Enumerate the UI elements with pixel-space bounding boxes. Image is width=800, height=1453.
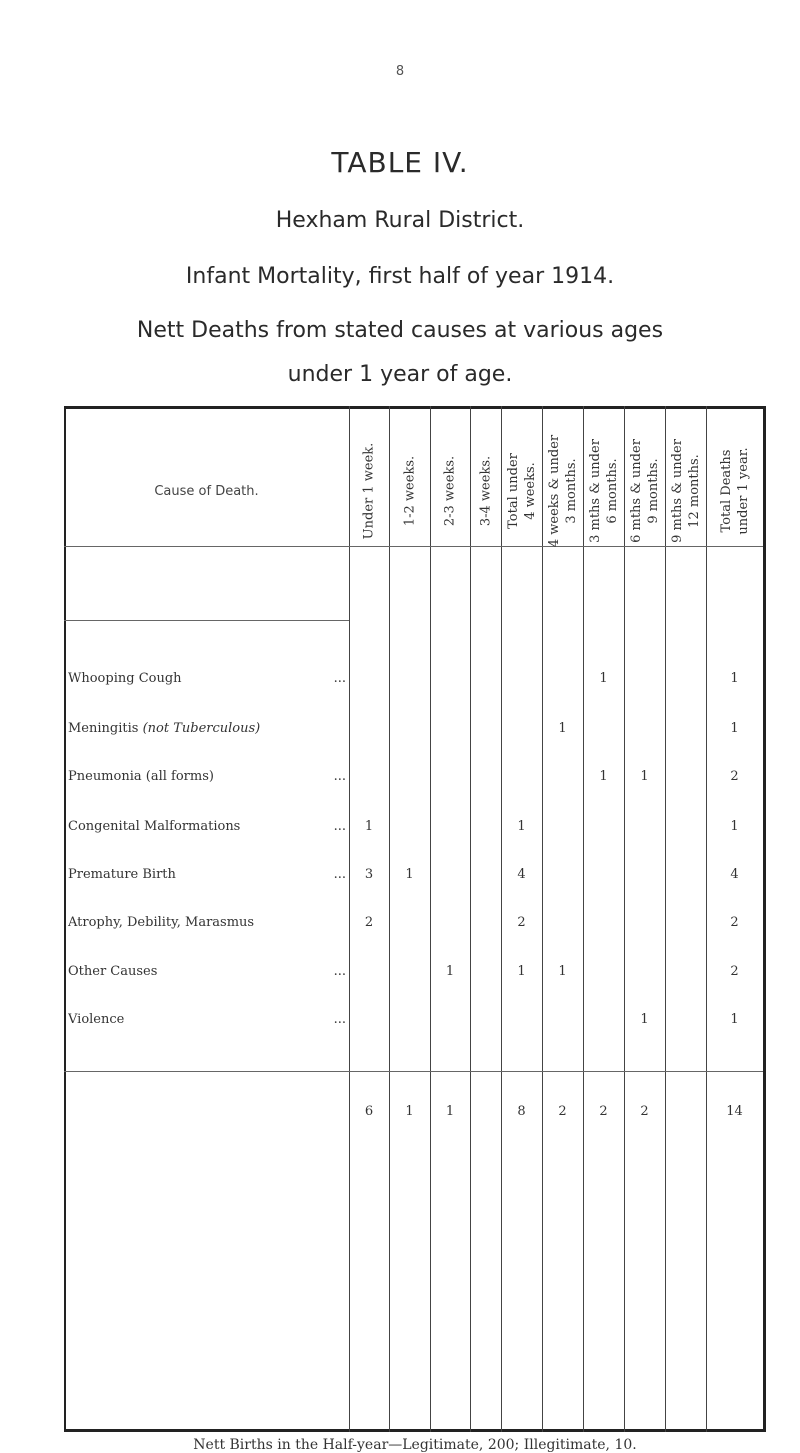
total-cell: 1 (405, 1104, 414, 1119)
table-cell: 2 (730, 915, 739, 930)
row-cause-label (68, 964, 346, 979)
table-cell: 1 (405, 867, 414, 882)
description-line-1: Nett Deaths from stated causes at various ages (136, 318, 664, 343)
table-cell: 1 (599, 769, 608, 784)
table-cell: 1 (640, 1012, 649, 1027)
column-header-line-1: 9 mths & under (669, 439, 685, 543)
table-cell: 1 (730, 1012, 739, 1027)
cause-name: Pneumonia (all forms) (68, 769, 214, 784)
table-cell: 2 (730, 964, 739, 979)
column-header-line-1: 3-4 weeks. (478, 455, 493, 527)
table-cell: 1 (558, 964, 567, 979)
table-title: TABLE IV. (331, 146, 469, 179)
table-cell: 1 (730, 819, 739, 834)
column-header-line-1: 2-3 weeks. (442, 455, 458, 527)
leader-dots: ... (330, 769, 346, 784)
table-cell: 1 (730, 671, 739, 686)
cause-name: Congenital Malformations (68, 819, 241, 834)
column-header-line-1: 4 weeks & under (546, 434, 562, 548)
leader-dots: ... (330, 819, 346, 834)
column-header-line-2: 9 months. (645, 458, 661, 524)
row-rule (64, 546, 349, 547)
column-rule (470, 406, 471, 1432)
row-cause-label (68, 915, 346, 930)
total-cell: 2 (599, 1104, 608, 1119)
leader-dots: ... (330, 671, 346, 686)
table-cell: 1 (445, 964, 455, 979)
table-bottom-rule (64, 1429, 766, 1432)
total-cell: 6 (364, 1104, 374, 1119)
subtitle: Infant Mortality, first half of year 1914. (185, 264, 615, 289)
column-header (669, 439, 702, 543)
total-cell: 1 (445, 1104, 455, 1119)
cause-name: Meningitis (68, 721, 143, 736)
total-cell: 8 (517, 1104, 526, 1119)
cause-header: Cause of Death. (154, 484, 259, 499)
table-cell: 1 (517, 819, 526, 834)
column-header-line-1: Total under (505, 453, 521, 529)
column-header (718, 447, 751, 535)
column-header-line-1: 1-2 weeks. (402, 455, 417, 527)
leader-dots: ... (330, 1012, 346, 1027)
total-cell: 14 (726, 1104, 743, 1119)
table-cell: 1 (599, 671, 608, 686)
cause-name: Atrophy, Debility, Marasmus (68, 915, 255, 930)
description-line-2: under 1 year of age. (287, 362, 513, 387)
mortality-table (64, 406, 766, 1432)
column-rule (706, 406, 707, 1432)
table-cell: 1 (517, 964, 526, 979)
table-cell: 1 (730, 721, 739, 736)
leader-dots: ... (330, 867, 346, 882)
leader-dots: ... (330, 964, 346, 979)
row-rule (64, 620, 349, 621)
table-cell: 1 (558, 721, 567, 736)
column-rule (389, 406, 390, 1432)
row-cause-label (68, 819, 346, 834)
column-header (546, 434, 579, 548)
column-rule (665, 406, 666, 1432)
cause-name: Whooping Cough (68, 671, 182, 686)
column-rule (583, 406, 584, 1432)
column-header (401, 455, 419, 527)
column-header-line-1: Under 1 week. (361, 442, 377, 540)
column-header-line-2: 4 weeks. (522, 462, 538, 520)
row-cause-label (68, 721, 346, 736)
footer-note: Nett Births in the Half-year—Legitimate, 200; Illegitimate, 10. (193, 1437, 637, 1453)
column-header (587, 439, 620, 543)
row-rule (64, 1071, 763, 1072)
district-heading: Hexham Rural District. (275, 208, 525, 233)
table-right-rule (763, 406, 766, 1432)
cause-name: Premature Birth (68, 867, 176, 882)
column-rule (542, 406, 543, 1432)
table-left-rule (64, 406, 66, 1432)
table-cell: 2 (364, 915, 374, 930)
column-header (628, 439, 661, 543)
table-cell: 2 (517, 915, 526, 930)
column-header-line-2: 6 months. (604, 458, 620, 524)
column-header-line-2: under 1 year. (735, 447, 751, 535)
page-number: 8 (395, 64, 405, 79)
total-cell: 2 (558, 1104, 567, 1119)
table-cell: 4 (730, 867, 739, 882)
column-header (360, 442, 378, 540)
row-cause-label (68, 769, 346, 784)
table-cell: 1 (364, 819, 374, 834)
column-header (505, 453, 538, 529)
table-cell: 1 (640, 769, 649, 784)
total-cell: 2 (640, 1104, 649, 1119)
column-header-line-1: 6 mths & under (628, 439, 644, 543)
column-rule (624, 406, 625, 1432)
row-cause-label (68, 867, 346, 882)
column-header (477, 455, 495, 527)
row-cause-label (68, 1012, 346, 1027)
table-cell: 4 (517, 867, 526, 882)
cause-name: Other Causes (68, 964, 158, 979)
cause-qualifier: (not Tuberculous) (142, 721, 261, 736)
table-cell: 3 (364, 867, 374, 882)
column-header-line-1: 3 mths & under (587, 439, 603, 543)
table-top-rule (64, 406, 766, 409)
column-header-line-2: 3 months. (563, 458, 579, 524)
column-header (441, 455, 459, 527)
column-header-line-1: Total Deaths (718, 449, 734, 533)
column-header-line-2: 12 months. (686, 454, 702, 528)
column-rule (430, 406, 431, 1432)
table-cell: 2 (730, 769, 739, 784)
cause-name: Violence (68, 1012, 125, 1027)
row-cause-label (68, 671, 346, 686)
